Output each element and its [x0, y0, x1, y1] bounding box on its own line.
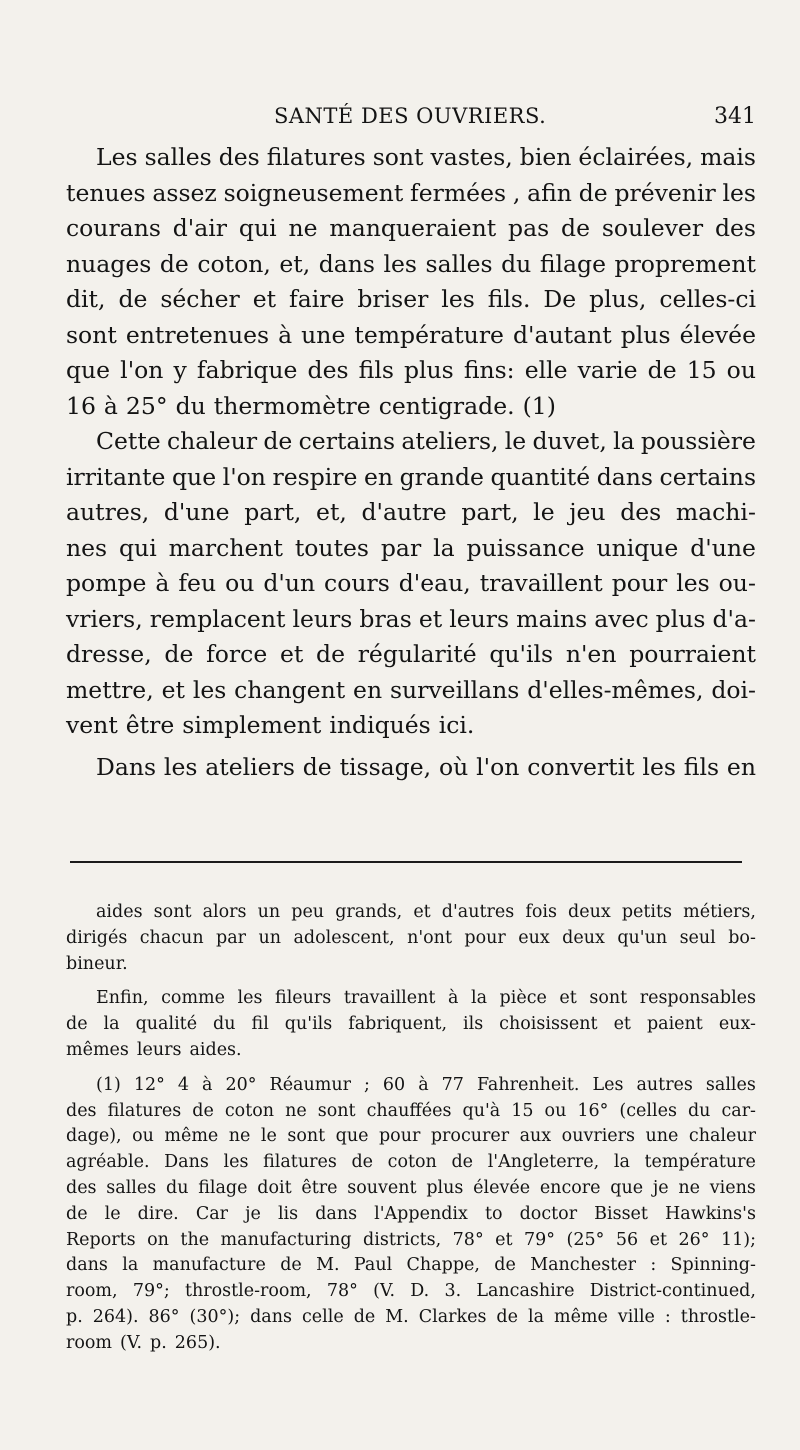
footnote-line: Enfin, comme les fileurs travaillent à la pièce et sont responsables — [96, 988, 756, 1009]
text-line: Dans les ateliers de tissage, où l'on convertit les fils en — [96, 752, 756, 781]
text-line: vriers, remplacent leurs bras et leurs mains avec plus d'a- — [66, 604, 756, 633]
text-line: 16 à 25° du thermomètre centigrade. (1) — [66, 391, 556, 420]
footnote-line: des salles du filage doit être souvent plus élevée encore que je ne viens — [66, 1177, 756, 1198]
footnote-line: room, 79°; throstle-room, 78° (V. D. 3. Lancashire District-continued, — [66, 1281, 756, 1302]
text-line: dit, de sécher et faire briser les fils. De plus, celles-ci — [66, 285, 756, 313]
text-line: vent être simplement indiqués ici. — [66, 711, 475, 739]
footnote-line: de le dire. Car je lis dans l'Appendix to doctor Bisset Hawkins's — [66, 1203, 756, 1224]
text-line: que l'on y fabrique des fils plus fins: elle varie de 15 ou — [66, 356, 756, 384]
footnote-line: Reports on the manufacturing districts, 78° et 79° (25° 56 et 26° 11); — [66, 1229, 756, 1250]
paragraph-gap — [66, 1064, 756, 1073]
footnote-separator — [70, 861, 742, 863]
footnote-line: dage), ou même ne le sont que pour procurer aux ouvriers une chaleur — [66, 1126, 756, 1147]
text-line: irritante que l'on respire en grande quantité dans certains — [66, 462, 756, 491]
paragraph-gap — [66, 977, 756, 986]
footnote-line: p. 264). 86° (30°); dans celle de M. Clarkes de la même ville : throstle- — [66, 1306, 756, 1327]
footnote-line: dirigés chacun par un adolescent, n'ont pour eux deux qu'un seul bo- — [66, 927, 756, 948]
text-line: courans d'air qui ne manqueraient pas de soulever des — [66, 214, 756, 242]
page-number: 341 — [714, 104, 756, 129]
main-text-block — [66, 140, 756, 785]
footnote-line: (1) 12° 4 à 20° Réaumur ; 60 à 77 Fahrenheit. Les autres salles — [96, 1074, 756, 1095]
footnote-line: aides sont alors un peu grands, et d'autres fois deux petits métiers, — [96, 902, 756, 922]
text-line: tenues assez soigneusement fermées , afin de prévenir les — [66, 178, 756, 207]
text-line: autres, d'une part, et, d'autre part, le jeu des machi- — [66, 498, 756, 526]
text-line: Les salles des filatures sont vastes, bien éclairées, mais — [96, 143, 756, 171]
footnote-line: mêmes leurs aides. — [66, 1039, 242, 1060]
footnote-line: bineur. — [66, 953, 128, 974]
footnote-line: de la qualité du fil qu'ils fabriquent, ils choisissent et paient eux- — [66, 1014, 756, 1035]
footnote-line: des filatures de coton ne sont chauffées qu'à 15 ou 16° (celles du car- — [66, 1100, 756, 1121]
text-line: pompe à feu ou d'un cours d'eau, travaillent pour les ou- — [66, 569, 756, 597]
text-line: nes qui marchent toutes par la puissance unique d'une — [66, 533, 756, 562]
page-header — [66, 104, 756, 134]
text-line: mettre, et les changent en surveillans d'elles-mêmes, doi- — [66, 675, 756, 704]
footnote-line: agréable. Dans les filatures de coton de l'Angleterre, la température — [66, 1152, 756, 1173]
running-title: SANTÉ DES OUVRIERS. — [274, 104, 547, 128]
text-line: nuages de coton, et, dans les salles du filage proprement — [66, 249, 756, 278]
footnote-line: dans la manufacture de M. Paul Chappe, de Manchester : Spinning- — [66, 1255, 756, 1276]
footnotes-block — [66, 900, 756, 1357]
text-line: dresse, de force et de régularité qu'ils n'en pourraient — [66, 640, 756, 668]
text-line: Cette chaleur de certains ateliers, le duvet, la poussière — [96, 427, 756, 455]
text-line: sont entretenues à une température d'autant plus élevée — [66, 320, 756, 349]
footnote-line: room (V. p. 265). — [66, 1332, 221, 1353]
